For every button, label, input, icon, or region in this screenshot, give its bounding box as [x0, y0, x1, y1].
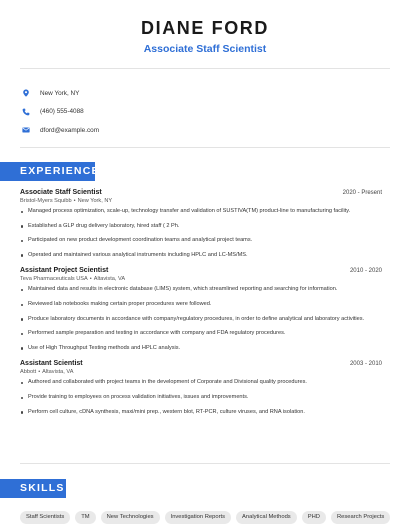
skill-chip: PHD — [302, 511, 326, 524]
list-item: Reviewed lab notebooks making certain proper procedures were followed. — [20, 301, 382, 309]
job-role: Associate Staff Scientist — [20, 189, 102, 196]
contact-email-text: dford@example.com — [40, 126, 100, 134]
list-item: Authored and collaborated with project teams in the development of Corporate and Divisional quality procedures. — [20, 379, 382, 387]
contact-email — [22, 121, 99, 140]
contact-list — [22, 84, 99, 140]
job-dates: 2003 - 2010 — [349, 361, 382, 368]
divider — [20, 463, 390, 464]
job-dates: 2020 - Present — [342, 190, 382, 196]
list-item: Use of High Throughput Testing methods and HPLC analysis. — [20, 345, 382, 353]
skill-chip: Analytical Methods — [236, 511, 297, 524]
contact-phone-text: (460) 555-4088 — [40, 108, 84, 116]
job-entry — [20, 188, 382, 259]
job-dates: 2010 - 2020 — [349, 268, 382, 275]
list-item: Maintained data and results in electronic database (LIMS) system, which streamlined reporting and searching for information. — [20, 286, 382, 294]
divider — [20, 68, 390, 69]
email-icon — [22, 126, 30, 134]
list-item: Provide training to employees on process validation initiatives, issues and improvements. — [20, 394, 382, 402]
phone-icon — [22, 108, 30, 116]
skill-chip: TM — [75, 511, 95, 524]
job-bullets — [20, 286, 382, 352]
location-pin-icon — [22, 89, 30, 97]
job-role: Assistant Project Scientist — [20, 267, 109, 275]
skills-list — [20, 511, 400, 524]
list-item: Operated and maintained various analytical instruments including HPLC and LC-MS/MS. — [20, 252, 382, 260]
contact-location-text: New York, NY — [40, 89, 80, 97]
job-company: Abbott — [20, 369, 37, 376]
list-item: Participated on new product development coordination teams and analytical project teams. — [20, 237, 382, 245]
job-entry — [20, 359, 382, 416]
job-company: Bristol-Myers Squibb — [20, 198, 72, 204]
list-item: Established a GLP drug delivery laboratory, hired staff ( 2 Ph. — [20, 223, 382, 231]
job-location: Altavista, VA — [42, 369, 74, 376]
job-location: New York, NY — [77, 198, 113, 204]
job-company-line: Bristol-Myers Squibb • New York, NY — [20, 198, 113, 204]
skill-chip: Investigation Reports — [165, 511, 231, 524]
candidate-title: Associate Staff Scientist — [143, 43, 267, 55]
experience-section-title: EXPERIENCE — [0, 162, 95, 181]
skill-chip: Research Projects — [331, 511, 390, 524]
job-company-line: Teva Pharmaceuticals USA • Altavista, VA — [20, 276, 126, 283]
job-company: Teva Pharmaceuticals USA — [20, 276, 88, 283]
contact-phone — [22, 103, 99, 122]
job-location: Altavista, VA — [93, 276, 126, 283]
job-bullets — [20, 208, 382, 259]
contact-location — [22, 84, 99, 103]
job-company-line: Abbott • Altavista, VA — [20, 369, 74, 376]
candidate-name: DIANE FORD — [141, 18, 269, 38]
job-bullets — [20, 379, 382, 416]
skill-chip: Staff Scientists — [20, 511, 70, 524]
job-entry — [20, 266, 382, 352]
divider — [20, 147, 390, 148]
skill-chip: New Technologies — [101, 511, 160, 524]
list-item: Perform cell culture, cDNA synthesis, maxi/mini prep., western blot, RT-PCR, culture viruses, and RNA isolation. — [20, 409, 382, 417]
list-item: Managed process optimization, scale-up, technology transfer and validation of SUSTIVA(TM) product-line to manufacturing facility. — [20, 208, 382, 216]
list-item: Performed sample preparation and testing in accordance with company and FDA regulatory procedures. — [20, 330, 382, 338]
experience-list — [20, 188, 382, 423]
skills-section-title: SKILLS — [0, 479, 66, 498]
job-role: Assistant Scientist — [20, 360, 83, 368]
list-item: Produce laboratory documents in accordance with company/regulatory procedures, in order to define analytical and laboratory activities. — [20, 316, 382, 324]
resume-header — [0, 17, 410, 56]
